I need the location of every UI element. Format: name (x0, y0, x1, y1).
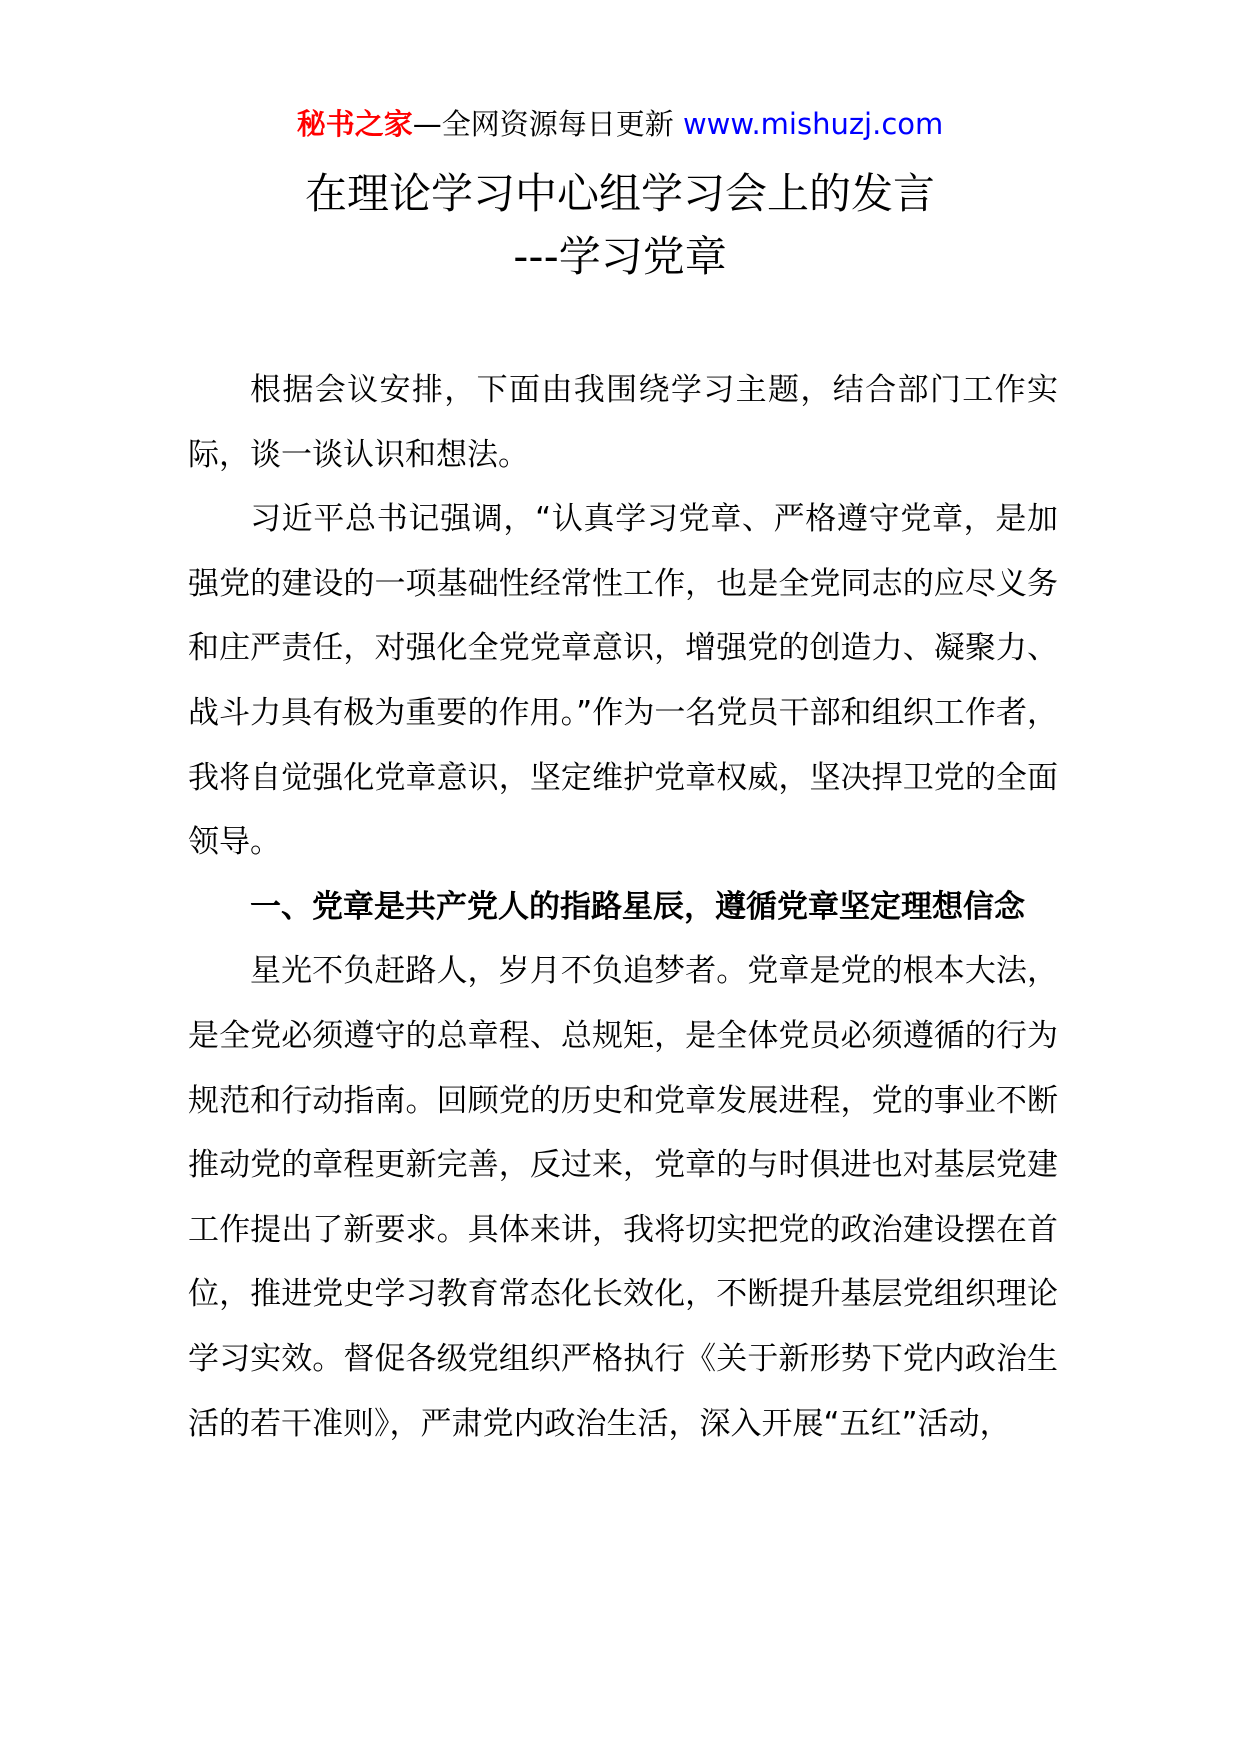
body-paragraph: 根据会议安排，下面由我围绕学习主题，结合部门工作实际，谈一谈认识和想法。 (188, 372, 1058, 473)
site-tagline: —全网资源每日更新 (412, 107, 674, 141)
site-url: www.mishuzj.com (682, 107, 944, 141)
body-paragraph: 星光不负赶路人，岁月不负追梦者。党章是党的根本大法，是全党必须遵守的总章程、总规矩，是全体党员必须遵循的行为规范和行动指南。回顾党的历史和党章发展进程，党的事业不断推动党的章程更新完善，反过来，党章的与时俱进也对基层党建工作提出了新要求。具体来讲，我将切实把党的政治建设摆在首位，推进党史学习教育常态化长效化，不断提升基层党组织理论学习实效。督促各级党组织严格执行《关于新形势下党内政治生活的若干准则》，严肃党内政治生活，深入开展“五红”活动， (188, 953, 1058, 1442)
site-brand: 秘书之家 (296, 107, 413, 141)
body-paragraph: 习近平总书记强调，“认真学习党章、严格遵守党章，是加强党的建设的一项基础性经常性工作，也是全党同志的应尽义务和庄严责任，对强化全党党章意识，增强党的创造力、凝聚力、战斗力具有极为重要的作用。”作为一名党员干部和组织工作者，我将自觉强化党章意识，坚定维护党章权威，坚决捍卫党的全面领导。 (188, 501, 1058, 861)
document-title: 在理论学习中心组学习会上的发言 (304, 169, 935, 218)
site-banner (0, 104, 1240, 144)
document-body (188, 358, 1058, 1456)
document-subtitle: ---学习党章 (513, 232, 727, 281)
section-heading: 一、党章是共产党人的指路星辰，遵循党章坚定理想信念 (250, 888, 1025, 925)
